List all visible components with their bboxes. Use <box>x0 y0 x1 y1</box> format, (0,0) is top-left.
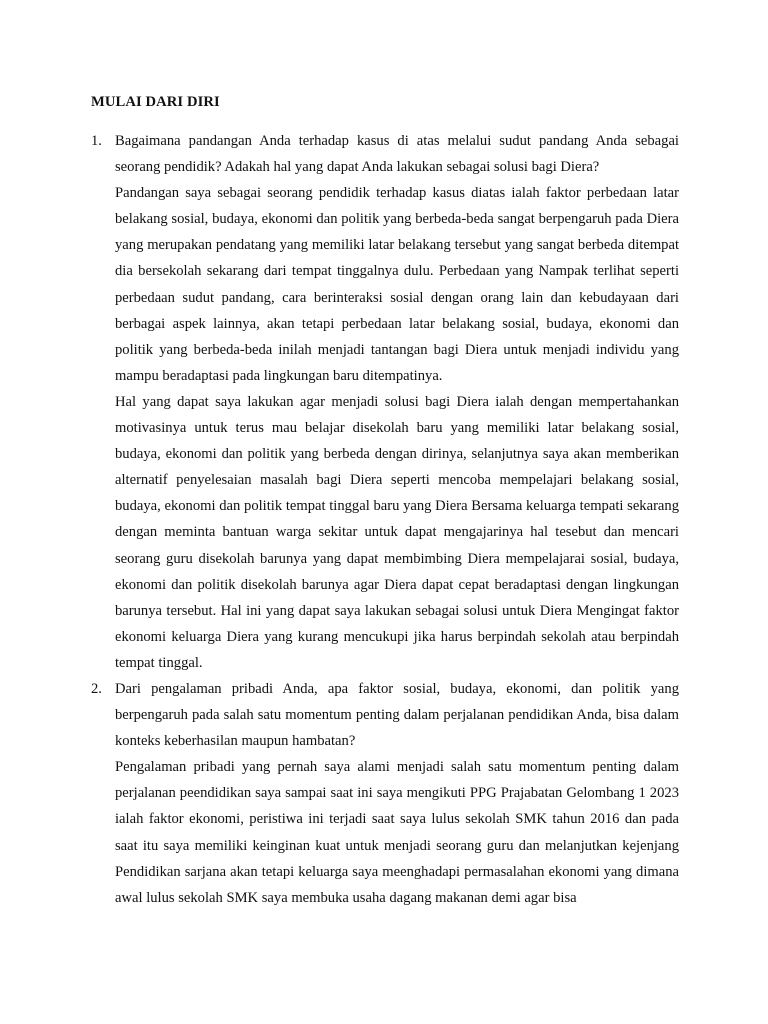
item-number: 2. <box>91 680 102 697</box>
question-list <box>91 128 679 911</box>
answer-paragraph: Hal yang dapat saya lakukan agar menjadi solusi bagi Diera ialah dengan mempertahankan motivasinya untuk terus mau belajar disekolah baru yang memiliki latar belakang sosial, budaya, ekonomi dan politik yang berbeda dengan dirinya, selanjutnya saya akan memberikan alternatif penyelesaian masalah bagi Diera seperti mencoba mempelajari belakang sosial, budaya, ekonomi dan politik tempat tinggal baru yang Diera Bersama keluarga tempati sekarang dengan meminta bantuan warga sekitar untuk dapat mengajarinya hal tesebut dan mencari seorang guru disekolah barunya yang dapat membimbing Diera mempelajarai sosial, budaya, ekonomi dan politik disekolah barunya agar Diera dapat cepat beradaptasi dengan lingkungan barunya tersebut. Hal ini yang dapat saya lakukan sebagai solusi untuk Diera Mengingat faktor ekonomi keluarga Diera yang kurang mencukupi jika harus berpindah sekolah atau berpindah tempat tinggal. <box>115 393 679 671</box>
list-item <box>91 128 679 676</box>
item-number: 1. <box>91 133 102 149</box>
question-text: Bagaimana pandangan Anda terhadap kasus di atas melalui sudut pandang Anda sebagai seorang pendidik? Adakah hal yang dapat Anda lakukan sebagai solusi bagi Diera? <box>115 133 679 176</box>
list-item <box>91 676 679 911</box>
question-text: Dari pengalaman pribadi Anda, apa faktor sosial, budaya, ekonomi, dan politik yang berpengaruh pada salah satu momentum penting dalam perjalanan pendidikan Anda, bisa dalam konteks keberhasilan maupun hambatan? <box>115 680 679 750</box>
document-title: MULAI DARI DIRI <box>91 94 220 110</box>
answer-paragraph: Pandangan saya sebagai seorang pendidik terhadap kasus diatas ialah faktor perbedaan latar belakang sosial, budaya, ekonomi dan politik yang berbeda-beda sangat berpengaruh pada Diera yang merupakan pendatang yang memiliki latar belakang tersebut yang sangat berbeda ditempat dia bersekolah sekarang dari tempat tinggalnya dulu. Perbedaan yang Nampak terlihat seperti perbedaan sudut pandang, cara berinteraksi sosial dengan orang lain dan kebudayaan dari berbagai aspek lainnya, akan tetapi perbedaan latar belakang sosial, budaya, ekonomi dan politik yang berbeda-beda inilah menjadi tantangan bagi Diera untuk menjadi individu yang mampu beradaptasi pada lingkungan baru ditempatinya. <box>115 185 679 384</box>
answer-paragraph: Pengalaman pribadi yang pernah saya alami menjadi salah satu momentum penting dalam perjalanan peendidikan saya sampai saat ini saya mengikuti PPG Prajabatan Gelombang 1 2023 ialah faktor ekonomi, peristiwa ini terjadi saat saya lulus sekolah SMK tahun 2016 dan pada saat itu saya memiliki keinginan kuat untuk menjadi seorang guru dan melanjutkan kejenjang Pendidikan sarjana akan tetapi keluarga saya meenghadapi permasalahan ekonomi yang dimana awal lulus sekolah SMK saya membuka usaha dagang makanan demi agar bisa <box>115 759 679 906</box>
